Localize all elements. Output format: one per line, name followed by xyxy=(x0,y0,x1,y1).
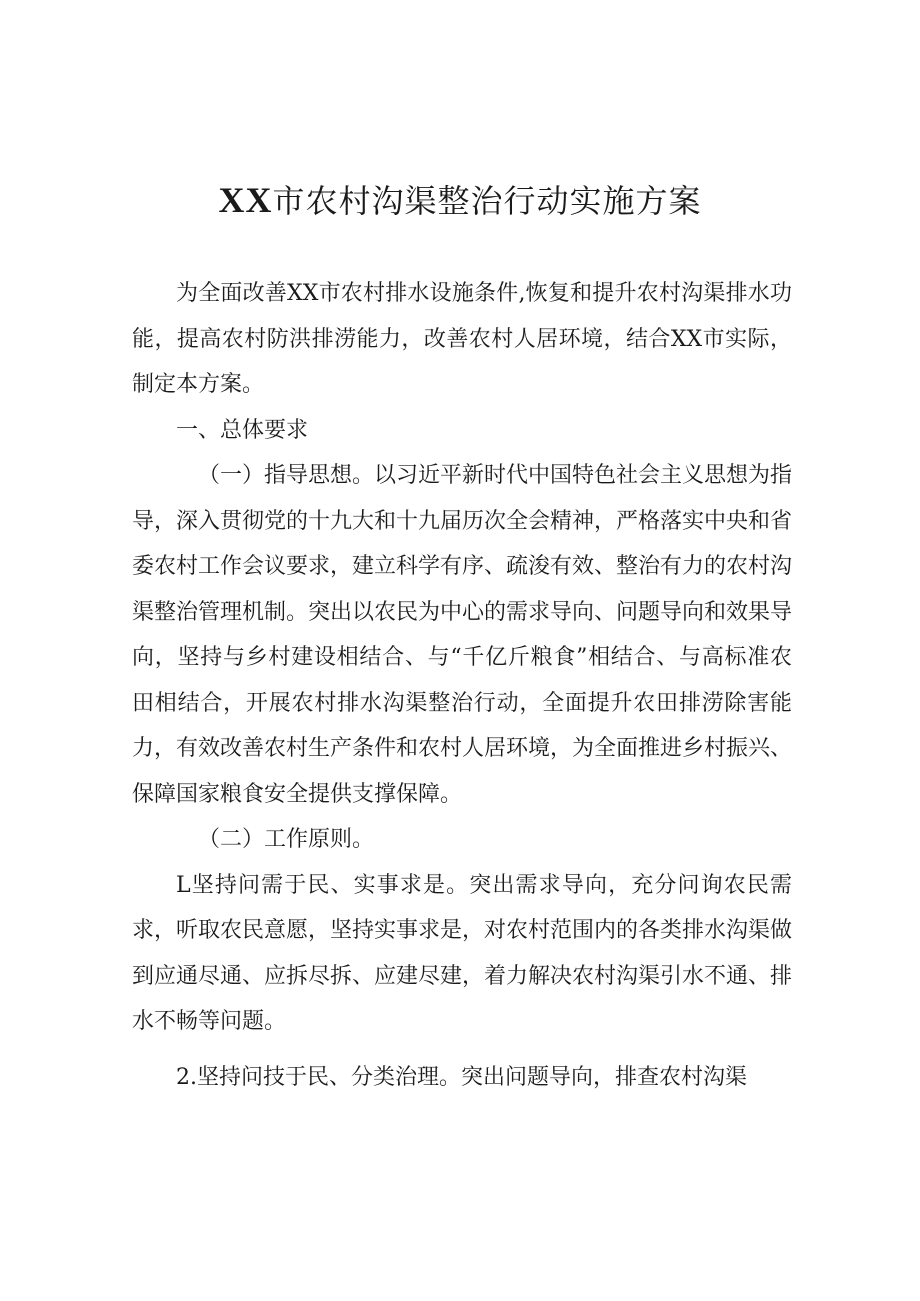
subsection-heading-work-principles: （二）工作原则。 xyxy=(198,827,375,852)
guiding-thought-paragraph: （一）指导思想。以习近平新时代中国特色社会主义思想为指导，深入贯彻党的十九大和十九届历次全会精神，严格落实中央和省委农村工作会议要求，建立科学有序、疏浚有效、整治有力的农村沟渠整治管理机制。突出以农民为中心的需求导向、问题导向和效果导向，坚持与乡村建设相结合、与“千亿斤粮食”相结合、与高标准农田相结合，开展农村排水沟渠整治行动，全面提升农田排涝除害能力，有效改善农村生产条件和农村人居环境，为全面推进乡村振兴、保障国家粮食安全提供支撑保障。 xyxy=(132,463,793,807)
title-text: 市农村沟渠整治行动实施方案 xyxy=(272,182,702,220)
title-prefix: XX xyxy=(218,180,273,220)
document-body xyxy=(132,271,792,1100)
intro-paragraph: 为全面改善XX市农村排水设施条件,恢复和提升农村沟渠排水功能，提高农村防洪排涝能力，改善农村人居环境，结合XX市实际，制定本方案。 xyxy=(132,281,792,397)
document-title xyxy=(0,174,920,227)
principle-2-paragraph: 2.坚持问技于民、分类治理。突出问题导向，排查农村沟渠 xyxy=(176,1064,747,1090)
section-heading-overall-requirements: 一、总体要求 xyxy=(176,417,309,443)
principle-1-paragraph: L坚持问需于民、实事求是。突出需求导向，充分问询农民需求，听取农民意愿，坚持实事求是，对农村范围内的各类排水沟渠做到应通尽通、应拆尽拆、应建尽建，着力解决农村沟渠引水不通、排水不畅等问题。 xyxy=(132,872,793,1034)
